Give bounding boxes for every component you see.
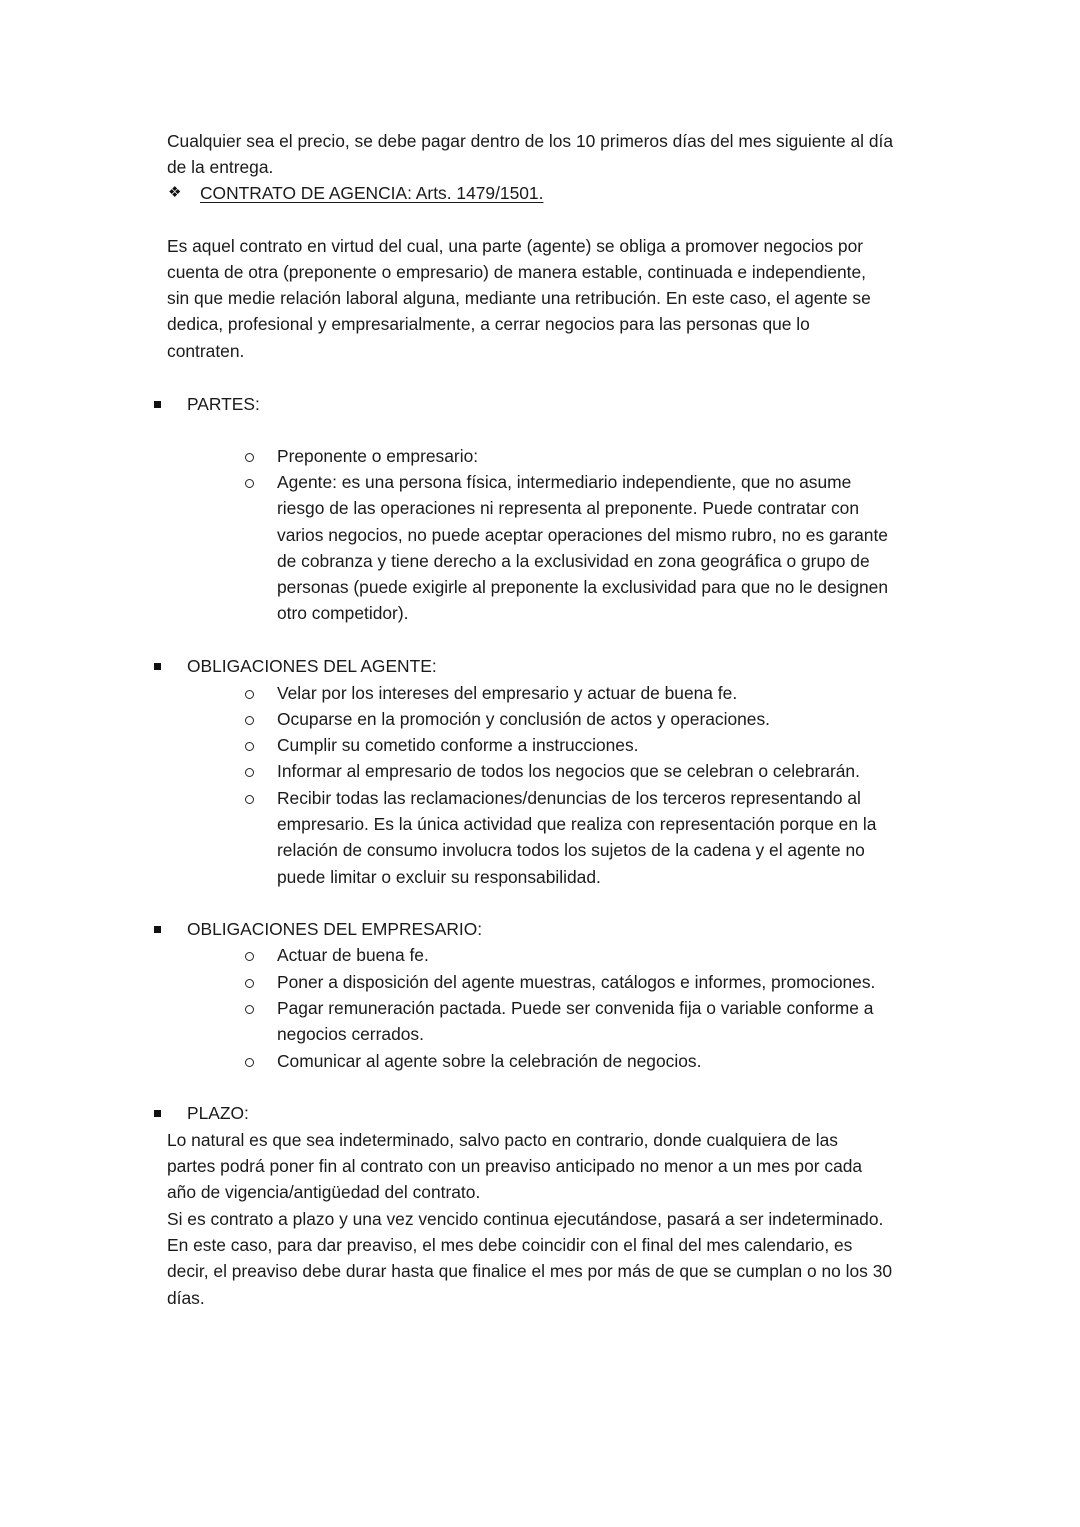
plazo-line-2: partes podrá poner fin al contrato con un preaviso anticipado no menor a un mes por cada	[167, 1156, 863, 1176]
circle-bullet-icon	[245, 742, 254, 751]
empresario-item-1: Actuar de buena fe.	[277, 945, 429, 965]
plazo-heading: PLAZO:	[187, 1103, 249, 1123]
circle-bullet-icon	[245, 1058, 254, 1067]
circle-bullet-icon	[245, 453, 254, 462]
plazo-line-7: días.	[167, 1288, 205, 1308]
partes-item-2-line-2: riesgo de las operaciones ni representa al preponente. Puede contratar con	[277, 498, 860, 518]
diamond-bullet-icon: ❖	[168, 184, 182, 201]
intro-line-1: Cualquier sea el precio, se debe pagar dentro de los 10 primeros días del mes siguiente al día	[167, 131, 894, 151]
partes-item-2-line-5: personas (puede exigirle al preponente la exclusividad para que no le designen	[277, 577, 889, 597]
empresario-item-3-line-1: Pagar remuneración pactada. Puede ser convenida fija o variable conforme a	[277, 998, 874, 1018]
partes-item-2-line-1: Agente: es una persona física, intermediario independiente, que no asume	[277, 472, 852, 492]
circle-bullet-icon	[245, 768, 254, 777]
agente-item-4: Informar al empresario de todos los negocios que se celebran o celebrarán.	[277, 761, 860, 781]
square-bullet-icon	[154, 1110, 161, 1117]
partes-item-2-line-6: otro competidor).	[277, 603, 409, 623]
agente-item-3: Cumplir su cometido conforme a instrucciones.	[277, 735, 639, 755]
plazo-line-1: Lo natural es que sea indeterminado, salvo pacto en contrario, donde cualquiera de las	[167, 1130, 838, 1150]
empresario-item-3-line-2: negocios cerrados.	[277, 1024, 424, 1044]
circle-bullet-icon	[245, 1005, 254, 1014]
square-bullet-icon	[154, 663, 161, 670]
partes-item-2-line-3: varios negocios, no puede aceptar operaciones del mismo rubro, no es garante	[277, 525, 888, 545]
plazo-line-5: En este caso, para dar preaviso, el mes debe coincidir con el final del mes calendario, es	[167, 1235, 853, 1255]
agente-item-1: Velar por los intereses del empresario y actuar de buena fe.	[277, 683, 738, 703]
agente-item-5-line-3: relación de consumo involucra todos los sujetos de la cadena y el agente no	[277, 840, 865, 860]
plazo-line-4: Si es contrato a plazo y una vez vencido continua ejecutándose, pasará a ser indeterminado.	[167, 1209, 884, 1229]
square-bullet-icon	[154, 401, 161, 408]
plazo-line-3: año de vigencia/antigüedad del contrato.	[167, 1182, 481, 1202]
partes-item-2-line-4: de cobranza y tiene derecho a la exclusividad en zona geográfica o grupo de	[277, 551, 870, 571]
intro-line-2: de la entrega.	[167, 157, 274, 177]
agente-item-5-line-1: Recibir todas las reclamaciones/denuncias de los terceros representando al	[277, 788, 861, 808]
agente-item-2: Ocuparse en la promoción y conclusión de actos y operaciones.	[277, 709, 771, 729]
obligaciones-agente-heading: OBLIGACIONES DEL AGENTE:	[187, 656, 437, 676]
definition-line-3: sin que medie relación laboral alguna, mediante una retribución. En este caso, el agente se	[167, 288, 871, 308]
agente-item-5-line-2: empresario. Es la única actividad que realiza con representación porque en la	[277, 814, 877, 834]
definition-line-2: cuenta de otra (preponente o empresario) de manera estable, continuada e independiente,	[167, 262, 867, 282]
circle-bullet-icon	[245, 795, 254, 804]
section-title: CONTRATO DE AGENCIA: Arts. 1479/1501.	[200, 183, 544, 203]
circle-bullet-icon	[245, 690, 254, 699]
empresario-item-4: Comunicar al agente sobre la celebración de negocios.	[277, 1051, 702, 1071]
definition-line-4: dedica, profesional y empresarialmente, a cerrar negocios para las personas que lo	[167, 314, 810, 334]
square-bullet-icon	[154, 926, 161, 933]
definition-line-1: Es aquel contrato en virtud del cual, una parte (agente) se obliga a promover negocios por	[167, 236, 864, 256]
empresario-item-2: Poner a disposición del agente muestras, catálogos e informes, promociones.	[277, 972, 876, 992]
partes-heading: PARTES:	[187, 394, 260, 414]
circle-bullet-icon	[245, 479, 254, 488]
obligaciones-empresario-heading: OBLIGACIONES DEL EMPRESARIO:	[187, 919, 483, 939]
agente-item-5-line-4: puede limitar o excluir su responsabilidad.	[277, 867, 601, 887]
circle-bullet-icon	[245, 952, 254, 961]
circle-bullet-icon	[245, 979, 254, 988]
plazo-line-6: decir, el preaviso debe durar hasta que finalice el mes por más de que se cumplan o no los 30	[167, 1261, 893, 1281]
partes-item-1: Preponente o empresario:	[277, 446, 479, 466]
circle-bullet-icon	[245, 716, 254, 725]
definition-line-5: contraten.	[167, 341, 245, 361]
